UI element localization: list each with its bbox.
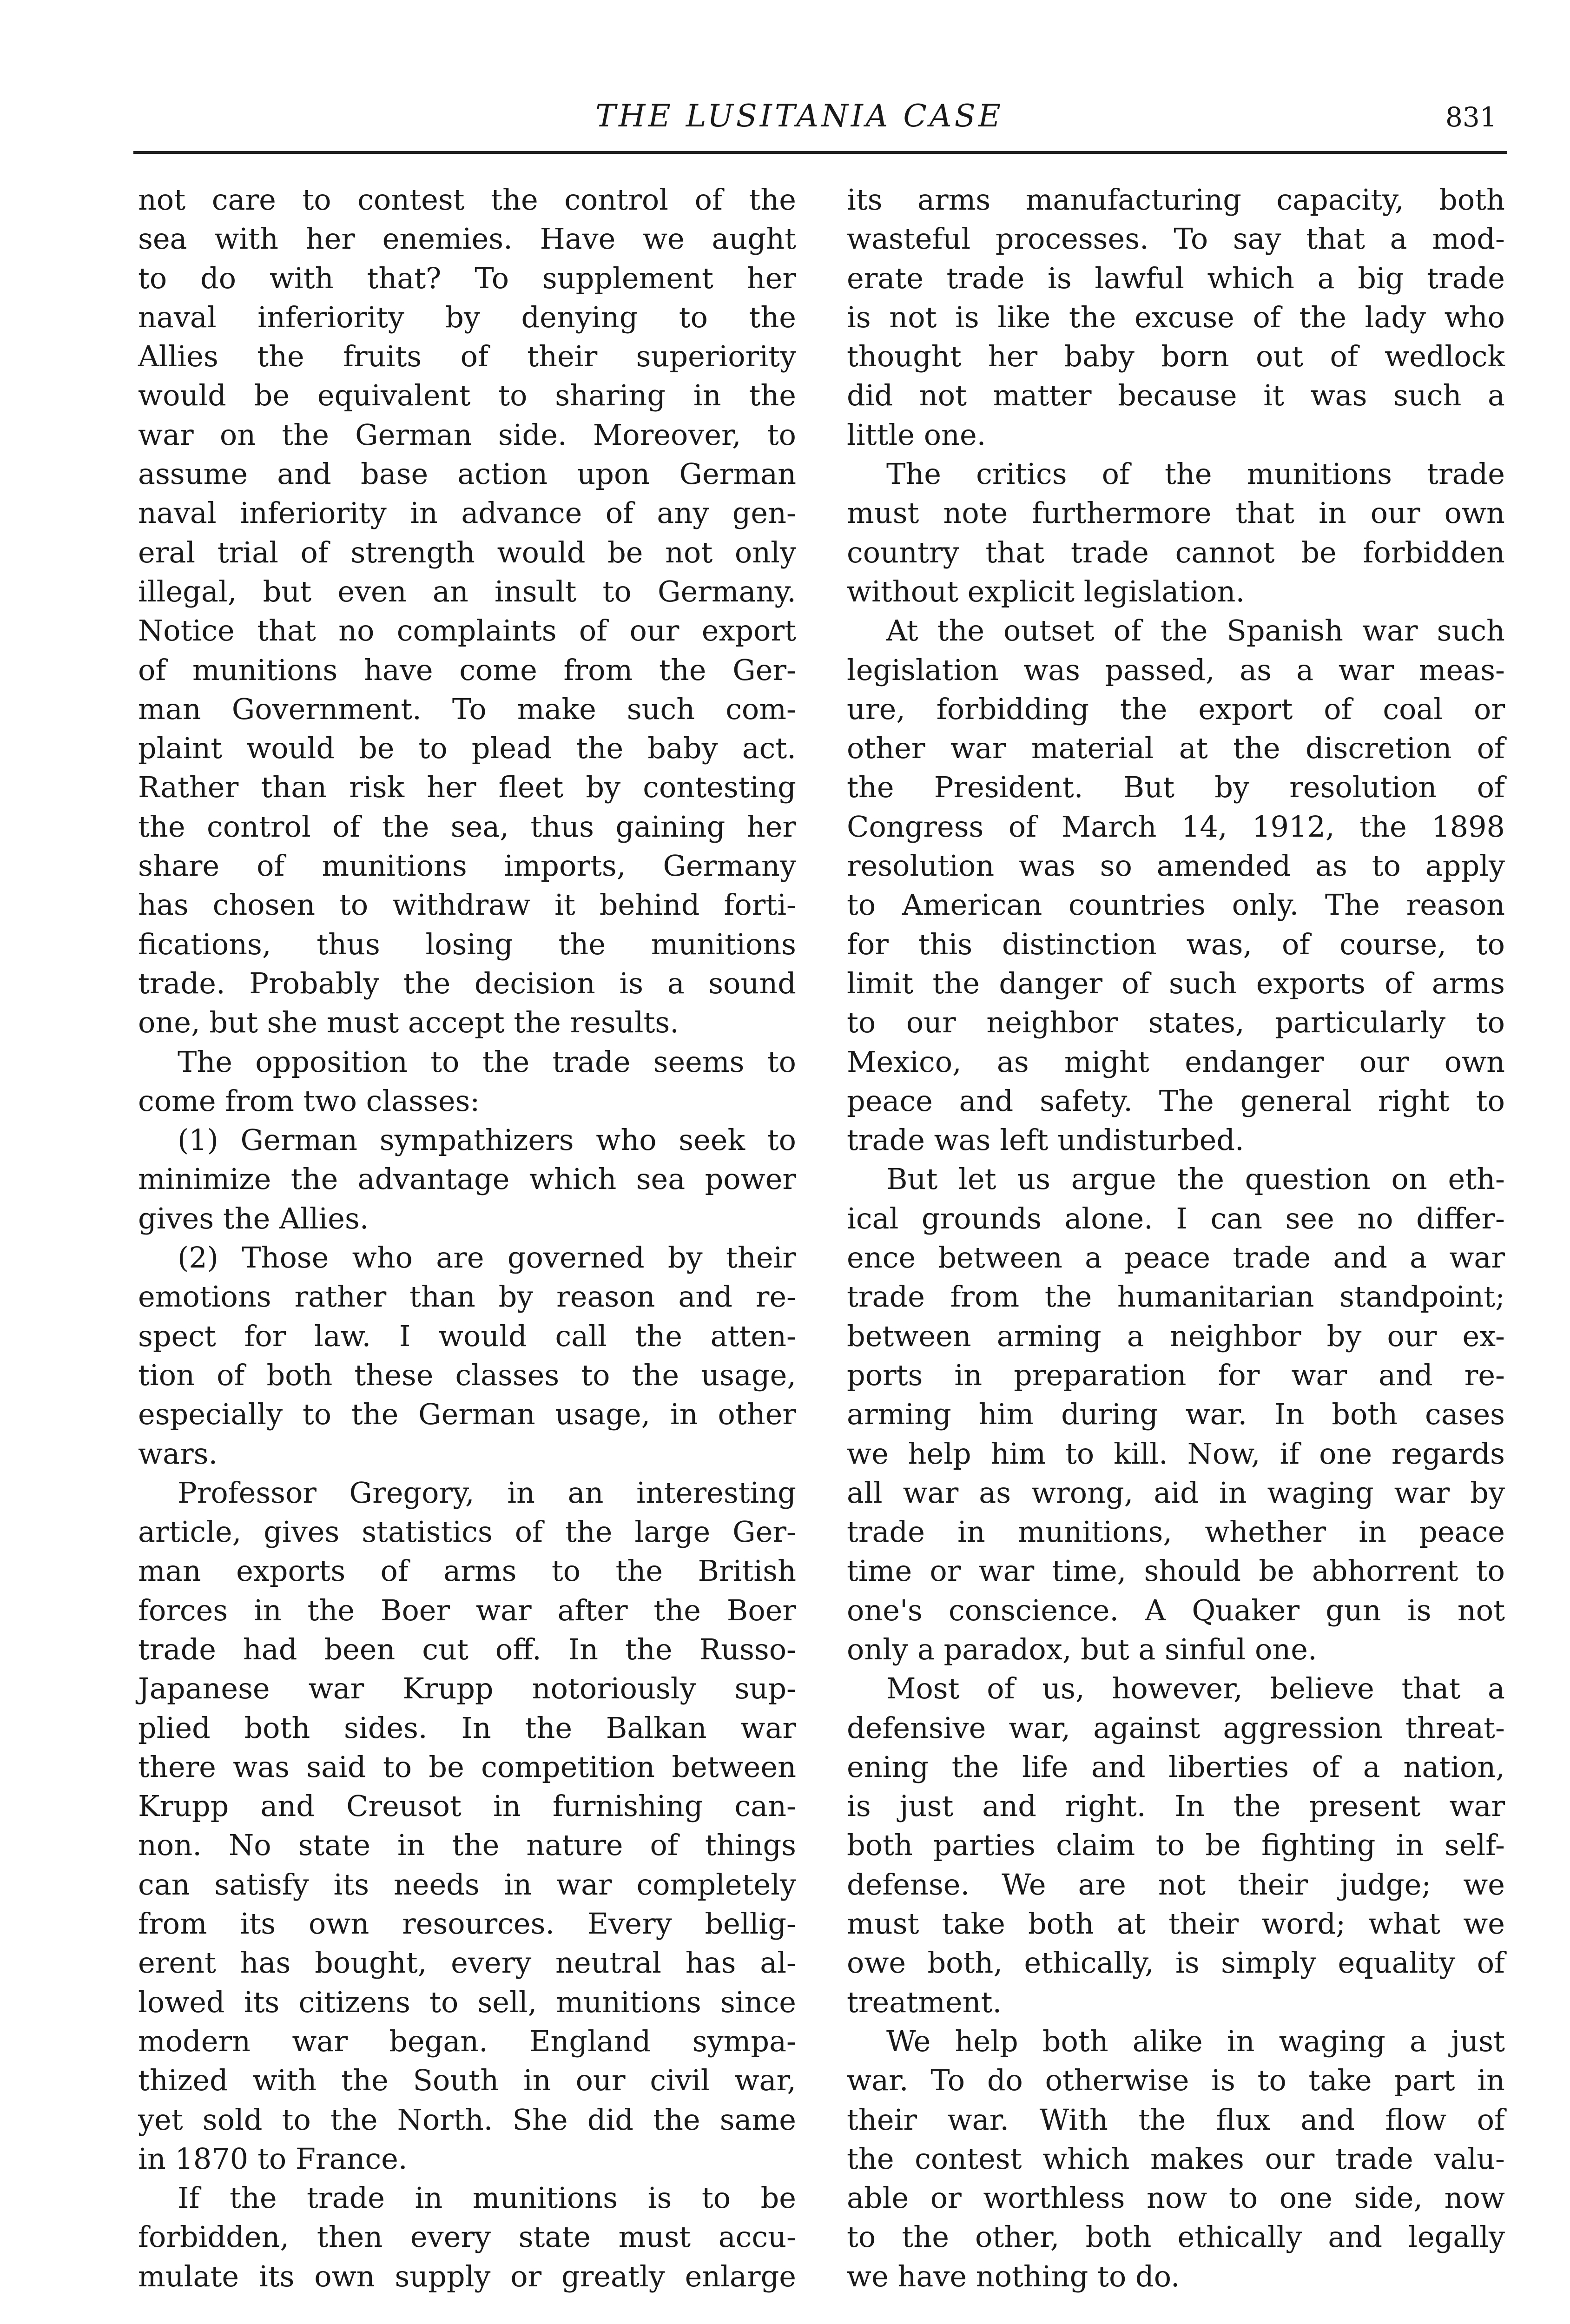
text-line: spect for law. I would call the atten- <box>138 1319 796 1353</box>
text-line: forces in the Boer war after the Boer <box>138 1593 796 1627</box>
text-line: ure, forbidding the export of coal or <box>847 692 1505 726</box>
left-column <box>138 180 796 2296</box>
text-line: article, gives statistics of the large Ger- <box>138 1515 796 1549</box>
text-line: ening the life and liberties of a nation, <box>847 1750 1505 1784</box>
text-line: mulate its own supply or greatly enlarge <box>138 2259 796 2293</box>
text-line: modern war began. England sympa- <box>138 2024 796 2058</box>
text-line: wars. <box>138 1436 218 1471</box>
text-line: arming him during war. In both cases <box>847 1397 1505 1432</box>
text-line: lowed its citizens to sell, munitions since <box>138 1985 796 2019</box>
text-line: fications, thus losing the munitions <box>138 927 796 961</box>
text-line: assume and base action upon German <box>138 457 796 491</box>
text-line: their war. With the flux and flow of <box>847 2102 1505 2137</box>
text-line: without explicit legislation. <box>847 574 1245 608</box>
right-column <box>847 180 1505 2296</box>
text-line: must note furthermore that in our own <box>847 496 1505 530</box>
text-line: thized with the South in our civil war, <box>138 2063 796 2098</box>
paragraph <box>847 455 1505 611</box>
text-line: other war material at the discretion of <box>847 731 1505 766</box>
text-line: come from two classes: <box>138 1083 480 1118</box>
text-line: especially to the German usage, in other <box>138 1397 796 1432</box>
text-line: war. To do otherwise is to take part in <box>847 2063 1505 2098</box>
text-line: trade had been cut off. In the Russo- <box>138 1632 796 1666</box>
text-line: must take both at their word; what we <box>847 1907 1505 1941</box>
text-line: forbidden, then every state must accu- <box>138 2220 796 2254</box>
text-line: naval inferiority in advance of any gen- <box>138 496 796 530</box>
text-line: did not matter because it was such a <box>847 378 1505 413</box>
text-line: the contest which makes our trade valu- <box>847 2141 1505 2176</box>
text-line: ical grounds alone. I can see no differ- <box>847 1201 1505 1235</box>
text-line: thought her baby born out of wedlock <box>847 339 1505 374</box>
text-line: naval inferiority by denying to the <box>138 300 796 334</box>
text-line: peace and safety. The general right to <box>847 1083 1505 1118</box>
paragraph <box>138 180 796 1043</box>
text-line: Mexico, as might endanger our own <box>847 1044 1505 1079</box>
text-line: Rather than risk her fleet by contesting <box>138 770 796 805</box>
text-line: is not is like the excuse of the lady who <box>847 300 1505 334</box>
text-line: We help both alike in waging a just <box>886 2024 1505 2058</box>
text-line: to American countries only. The reason <box>847 888 1505 922</box>
text-line: limit the danger of such exports of arms <box>847 966 1505 1000</box>
text-line: country that trade cannot be forbidden <box>847 535 1505 569</box>
text-line: minimize the advantage which sea power <box>138 1162 796 1196</box>
text-line: Allies the fruits of their superiority <box>138 339 796 374</box>
text-line: resolution was so amended as to apply <box>847 849 1505 883</box>
text-line: defense. We are not their judge; we <box>847 1867 1505 1901</box>
text-line: sea with her enemies. Have we aught <box>138 222 796 256</box>
text-line: the control of the sea, thus gaining her <box>138 809 796 844</box>
text-line: Congress of March 14, 1912, the 1898 <box>847 809 1505 844</box>
text-line: plied both sides. In the Balkan war <box>138 1710 796 1745</box>
page-number: 831 <box>1445 101 1497 133</box>
text-line: eral trial of strength would be not only <box>138 535 796 569</box>
text-line: is just and right. In the present war <box>847 1789 1505 1823</box>
text-line: Professor Gregory, in an interesting <box>178 1475 796 1510</box>
text-line: to our neighbor states, particularly to <box>847 1005 1505 1040</box>
text-line: war on the German side. Moreover, to <box>138 417 796 452</box>
paragraph <box>138 1043 796 1121</box>
text-line: we have nothing to do. <box>847 2259 1180 2293</box>
text-line: man Government. To make such com- <box>138 692 796 726</box>
text-line: Krupp and Creusot in furnishing can- <box>138 1789 796 1823</box>
text-line: able or worthless now to one side, now <box>847 2181 1505 2215</box>
text-line: there was said to be competition between <box>138 1750 796 1784</box>
paragraph <box>138 2179 796 2296</box>
running-header-title: THE LUSITANIA CASE <box>595 98 1003 134</box>
paragraph <box>847 1669 1505 2022</box>
text-line: has chosen to withdraw it behind forti- <box>138 888 796 922</box>
text-line: But let us argue the question on eth- <box>886 1162 1505 1196</box>
text-line: only a paradox, but a sinful one. <box>847 1632 1317 1666</box>
text-line: would be equivalent to sharing in the <box>138 378 796 413</box>
text-line: At the outset of the Spanish war such <box>886 614 1505 648</box>
text-line: Japanese war Krupp notoriously sup- <box>138 1671 796 1706</box>
text-line: defensive war, against aggression threat- <box>847 1710 1505 1745</box>
paragraph <box>847 1160 1505 1669</box>
text-line: of munitions have come from the Ger- <box>138 653 796 687</box>
text-line: its arms manufacturing capacity, both <box>847 183 1505 217</box>
text-line: for this distinction was, of course, to <box>847 927 1505 961</box>
text-line: man exports of arms to the British <box>138 1554 796 1588</box>
text-line: yet sold to the North. She did the same <box>138 2102 796 2137</box>
text-columns <box>0 180 1570 2296</box>
text-line: ence between a peace trade and a war <box>847 1241 1505 1275</box>
text-line: (2) Those who are governed by their <box>178 1241 796 1275</box>
paragraph <box>138 1473 796 2179</box>
paragraph <box>847 611 1505 1160</box>
text-line: not care to contest the control of the <box>138 183 796 217</box>
text-line: tion of both these classes to the usage, <box>138 1358 796 1392</box>
text-line: wasteful processes. To say that a mod- <box>847 222 1505 256</box>
text-line: (1) German sympathizers who seek to <box>178 1123 796 1157</box>
text-line: Notice that no complaints of our export <box>138 614 796 648</box>
text-line: illegal, but even an insult to Germany. <box>138 574 796 608</box>
text-line: emotions rather than by reason and re- <box>138 1280 796 1314</box>
paragraph <box>847 2022 1505 2296</box>
text-line: erate trade is lawful which a big trade <box>847 261 1505 295</box>
text-line: the President. But by resolution of <box>847 770 1505 805</box>
text-line: trade was left undisturbed. <box>847 1123 1244 1157</box>
text-line: in 1870 to France. <box>138 2141 408 2176</box>
text-line: both parties claim to be fighting in self- <box>847 1828 1505 1862</box>
text-line: trade. Probably the decision is a sound <box>138 966 796 1000</box>
paragraph <box>847 180 1505 455</box>
text-line: between arming a neighbor by our ex- <box>847 1319 1505 1353</box>
text-line: trade from the humanitarian standpoint; <box>847 1280 1505 1314</box>
text-line: from its own resources. Every bellig- <box>138 1907 796 1941</box>
text-line: to the other, both ethically and legally <box>847 2220 1505 2254</box>
paragraph <box>138 1121 796 1238</box>
text-line: If the trade in munitions is to be <box>178 2181 796 2215</box>
header-rule <box>133 151 1507 154</box>
text-line: erent has bought, every neutral has al- <box>138 1946 796 1980</box>
text-line: The opposition to the trade seems to <box>178 1044 796 1079</box>
text-line: one's conscience. A Quaker gun is not <box>847 1593 1505 1627</box>
text-line: to do with that? To supplement her <box>138 261 796 295</box>
text-line: time or war time, should be abhorrent to <box>847 1554 1505 1588</box>
text-line: treatment. <box>847 1985 1002 2019</box>
text-line: The critics of the munitions trade <box>886 457 1505 491</box>
text-line: legislation was passed, as a war meas- <box>847 653 1505 687</box>
paragraph <box>138 1238 796 1473</box>
running-header <box>0 95 1570 151</box>
text-line: all war as wrong, aid in waging war by <box>847 1475 1505 1510</box>
text-line: ports in preparation for war and re- <box>847 1358 1505 1392</box>
text-line: gives the Allies. <box>138 1201 369 1235</box>
text-line: we help him to kill. Now, if one regards <box>847 1436 1505 1471</box>
text-line: non. No state in the nature of things <box>138 1828 796 1862</box>
text-line: can satisfy its needs in war completely <box>138 1867 796 1901</box>
text-line: plaint would be to plead the baby act. <box>138 731 796 766</box>
text-line: owe both, ethically, is simply equality of <box>847 1946 1505 1980</box>
text-line: little one. <box>847 417 986 452</box>
text-line: share of munitions imports, Germany <box>138 849 796 883</box>
text-line: Most of us, however, believe that a <box>886 1671 1505 1706</box>
text-line: trade in munitions, whether in peace <box>847 1515 1505 1549</box>
text-line: one, but she must accept the results. <box>138 1005 679 1040</box>
